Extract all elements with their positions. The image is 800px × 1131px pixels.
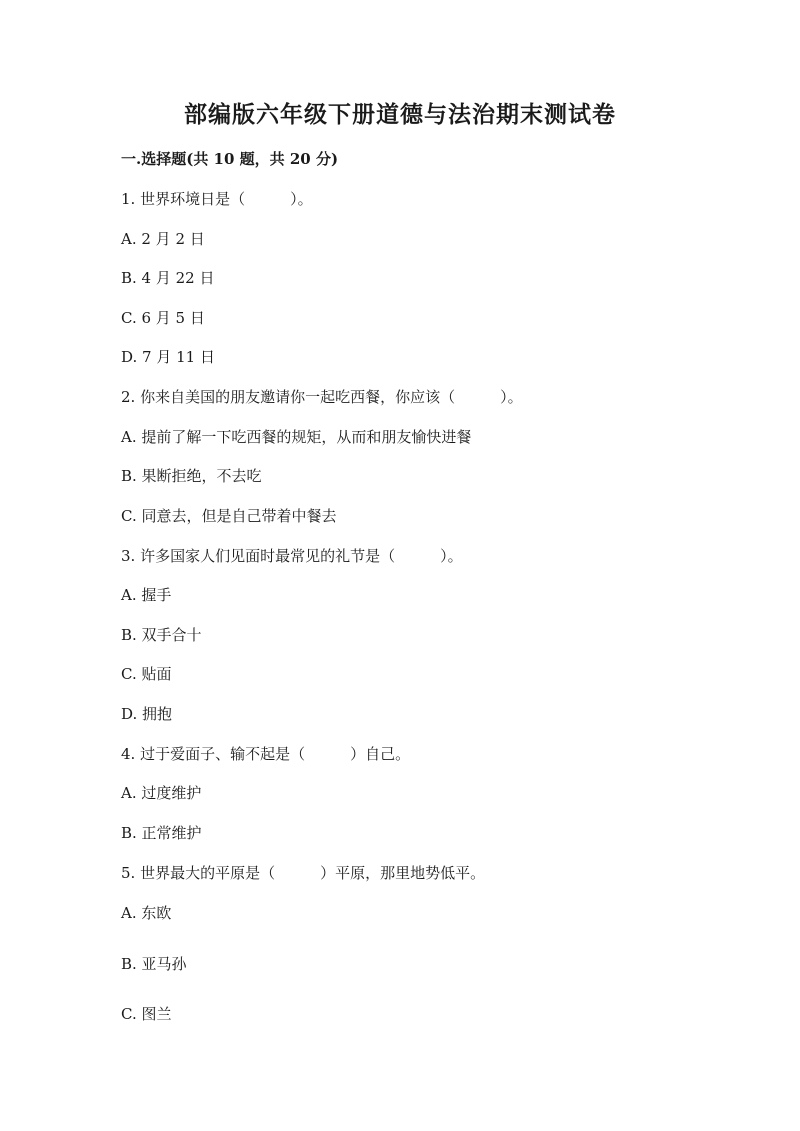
- q1-option-b: B. 4 月 22 日: [121, 269, 215, 287]
- question-5: 5. 世界最大的平原是（ ）平原，那里地势低平。: [121, 864, 486, 882]
- q5-option-b: B. 亚马孙: [121, 955, 187, 973]
- q5-option-a: A. 东欧: [121, 904, 172, 922]
- section-heading: 一.选择题(共 10 题，共 20 分): [121, 150, 339, 168]
- q1-option-a: A. 2 月 2 日: [121, 230, 205, 248]
- q5-option-c: C. 图兰: [121, 1005, 172, 1023]
- q4-option-a: A. 过度维护: [121, 784, 202, 802]
- q1-option-c: C. 6 月 5 日: [121, 309, 205, 327]
- q3-option-c: C. 贴面: [121, 665, 172, 683]
- question-2: 2. 你来自美国的朋友邀请你一起吃西餐，你应该（ ）。: [121, 388, 523, 406]
- page-title: 部编版六年级下册道德与法治期末测试卷: [184, 101, 616, 128]
- q2-option-b: B. 果断拒绝，不去吃: [121, 467, 262, 485]
- q1-option-d: D. 7 月 11 日: [121, 348, 215, 366]
- q3-option-b: B. 双手合十: [121, 626, 202, 644]
- q2-option-a: A. 提前了解一下吃西餐的规矩，从而和朋友愉快进餐: [121, 428, 472, 446]
- question-4: 4. 过于爱面子、输不起是（ ）自己。: [121, 745, 411, 763]
- q4-option-b: B. 正常维护: [121, 824, 202, 842]
- q3-option-d: D. 拥抱: [121, 705, 173, 723]
- q2-option-c: C. 同意去，但是自己带着中餐去: [121, 507, 337, 525]
- question-3: 3. 许多国家人们见面时最常见的礼节是（ ）。: [121, 547, 463, 565]
- question-1: 1. 世界环境日是（ ）。: [121, 190, 313, 208]
- q3-option-a: A. 握手: [121, 586, 172, 604]
